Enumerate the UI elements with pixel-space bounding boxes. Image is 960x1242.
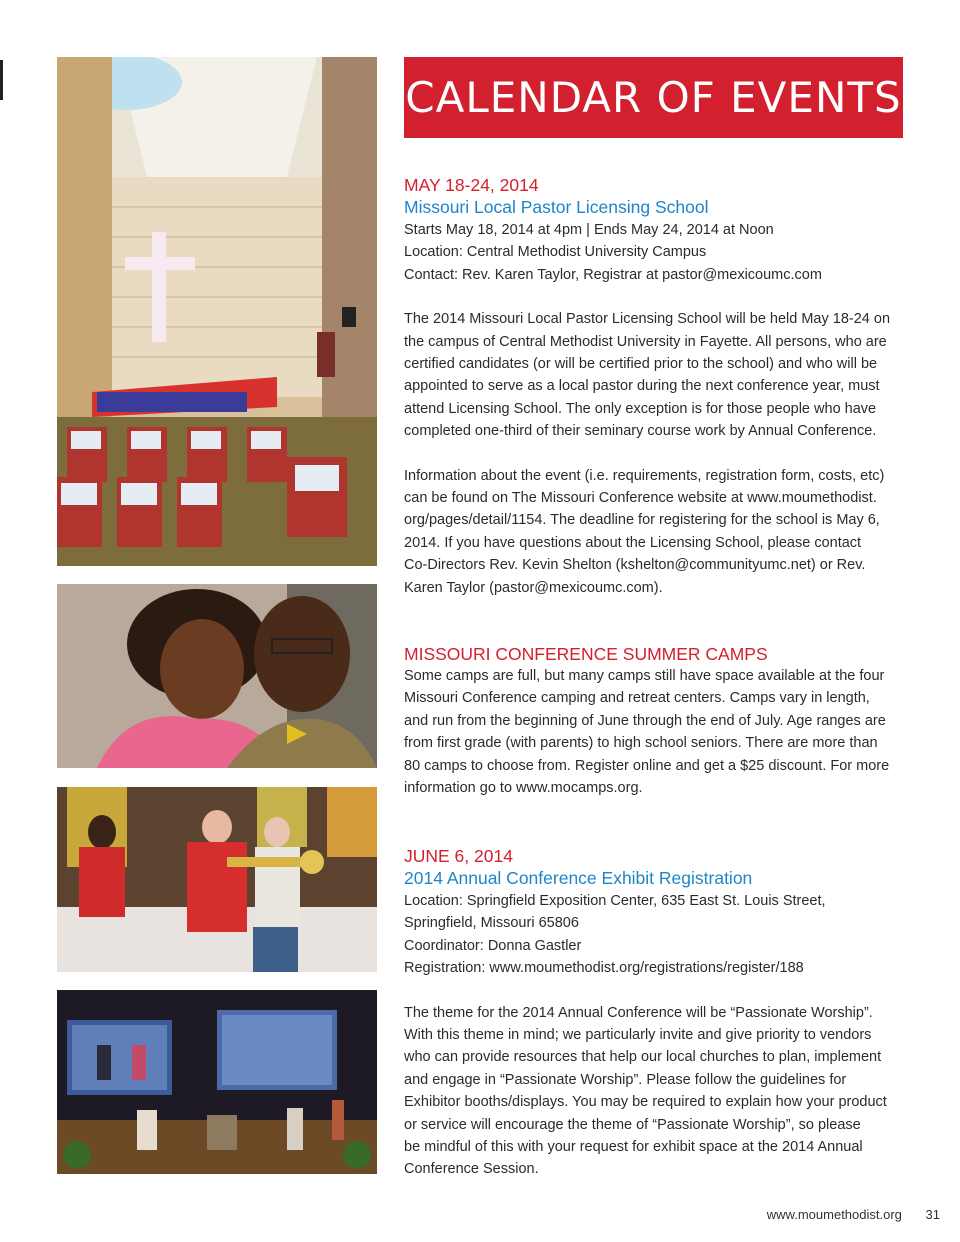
body-text-line: appointed to serve as a local pastor during the next conference year, must [404, 378, 880, 395]
body-text-line: Information about the event (i.e. requirements, registration form, costs, etc) [404, 467, 885, 484]
chapel-interior-photo [57, 57, 377, 566]
event-date: JUNE 6, 2014 [404, 846, 513, 866]
body-text-line: or service will encourage the theme of “Passionate Worship”, so please [404, 1116, 861, 1133]
body-text-line: completed one-third of their seminary course work by Annual Conference. [404, 423, 877, 440]
event-detail-line: Contact: Rev. Karen Taylor, Registrar at pastor@mexicoumc.com [404, 266, 822, 283]
body-text-line: the campus of Central Methodist University in Fayette. All persons, who are [404, 333, 887, 350]
event-date: MAY 18-24, 2014 [404, 175, 539, 195]
event-licensing-school [404, 174, 904, 599]
body-text-line: 2014. If you have questions about the Licensing School, please contact [404, 534, 862, 551]
body-text-line: Missouri Conference camping and retreat centers. Camps vary in length, [404, 690, 870, 707]
body-text-line: Co-Directors Rev. Kevin Shelton (kshelton@communityumc.net) or Rev. [404, 557, 866, 574]
event-detail-line: Coordinator: Donna Gastler [404, 937, 582, 954]
body-text-line: who can provide resources that help our local churches to plan, implement [404, 1049, 882, 1066]
event-title: 2014 Annual Conference Exhibit Registration [404, 868, 753, 888]
body-text-line: The 2014 Missouri Local Pastor Licensing School will be held May 18-24 on [404, 311, 891, 328]
event-detail-line: Registration: www.moumethodist.org/registrations/register/188 [404, 960, 804, 977]
event-detail-line: Starts May 18, 2014 at 4pm | Ends May 24, 2014 at Noon [404, 222, 774, 238]
body-text-line: attend Licensing School. The only exception is for those people who have [404, 400, 877, 417]
body-text-line: and run from the beginning of June through the end of July. Age ranges are [404, 712, 886, 729]
page-number: 31 [925, 1207, 940, 1222]
event-summer-camps [404, 643, 904, 799]
body-text-line: With this theme in mind; we particularly invite and give priority to vendors [404, 1027, 872, 1044]
body-text-line: from first grade (with parents) to high school seniors. There are more than [404, 735, 878, 752]
event-detail-line: Location: Central Methodist University Campus [404, 244, 707, 261]
body-text-line: Some camps are full, but many camps still have space available at the four [404, 668, 885, 684]
body-text-line: The theme for the 2014 Annual Conference will be “Passionate Worship”. [404, 1004, 873, 1021]
event-detail-line: Location: Springfield Exposition Center, 635 East St. Louis Street, [404, 893, 826, 909]
trumpet-players-photo [57, 787, 377, 972]
body-text-line: Exhibitor booths/displays. You may be required to explain how your product [404, 1094, 887, 1111]
calendar-banner [404, 57, 903, 138]
page-edge-mark [0, 60, 3, 100]
event-title: Missouri Local Pastor Licensing School [404, 197, 709, 217]
body-text-line: org/pages/detail/1154. The deadline for registering for the school is May 6, [404, 512, 880, 529]
body-text-line: can be found on The Missouri Conference website at www.moumethodist. [404, 490, 877, 507]
body-text-line: certified candidates (or will be certified prior to the school) and who will be [404, 356, 878, 373]
page-title: CALENDAR OF EVENTS [405, 73, 902, 122]
conference-stage-photo [57, 990, 377, 1174]
body-text-line: Conference Session. [404, 1161, 539, 1178]
body-text-line: information go to www.mocamps.org. [404, 780, 643, 797]
event-heading: MISSOURI CONFERENCE SUMMER CAMPS [404, 644, 768, 664]
event-exhibit-registration [404, 845, 904, 1181]
body-text-line: and engage in “Passionate Worship”. Please follow the guidelines for [404, 1071, 847, 1088]
body-text-line: be mindful of this with your request for exhibit space at the 2014 Annual [404, 1139, 863, 1156]
couple-selfie-photo [57, 584, 377, 768]
footer-url: www.moumethodist.org [766, 1207, 902, 1222]
body-text-line: 80 camps to choose from. Register online and get a $25 discount. For more [404, 757, 890, 774]
event-detail-line: Springfield, Missouri 65806 [404, 915, 579, 932]
body-text-line: Karen Taylor (pastor@mexicoumc.com). [404, 579, 663, 596]
page-footer [767, 1207, 940, 1222]
